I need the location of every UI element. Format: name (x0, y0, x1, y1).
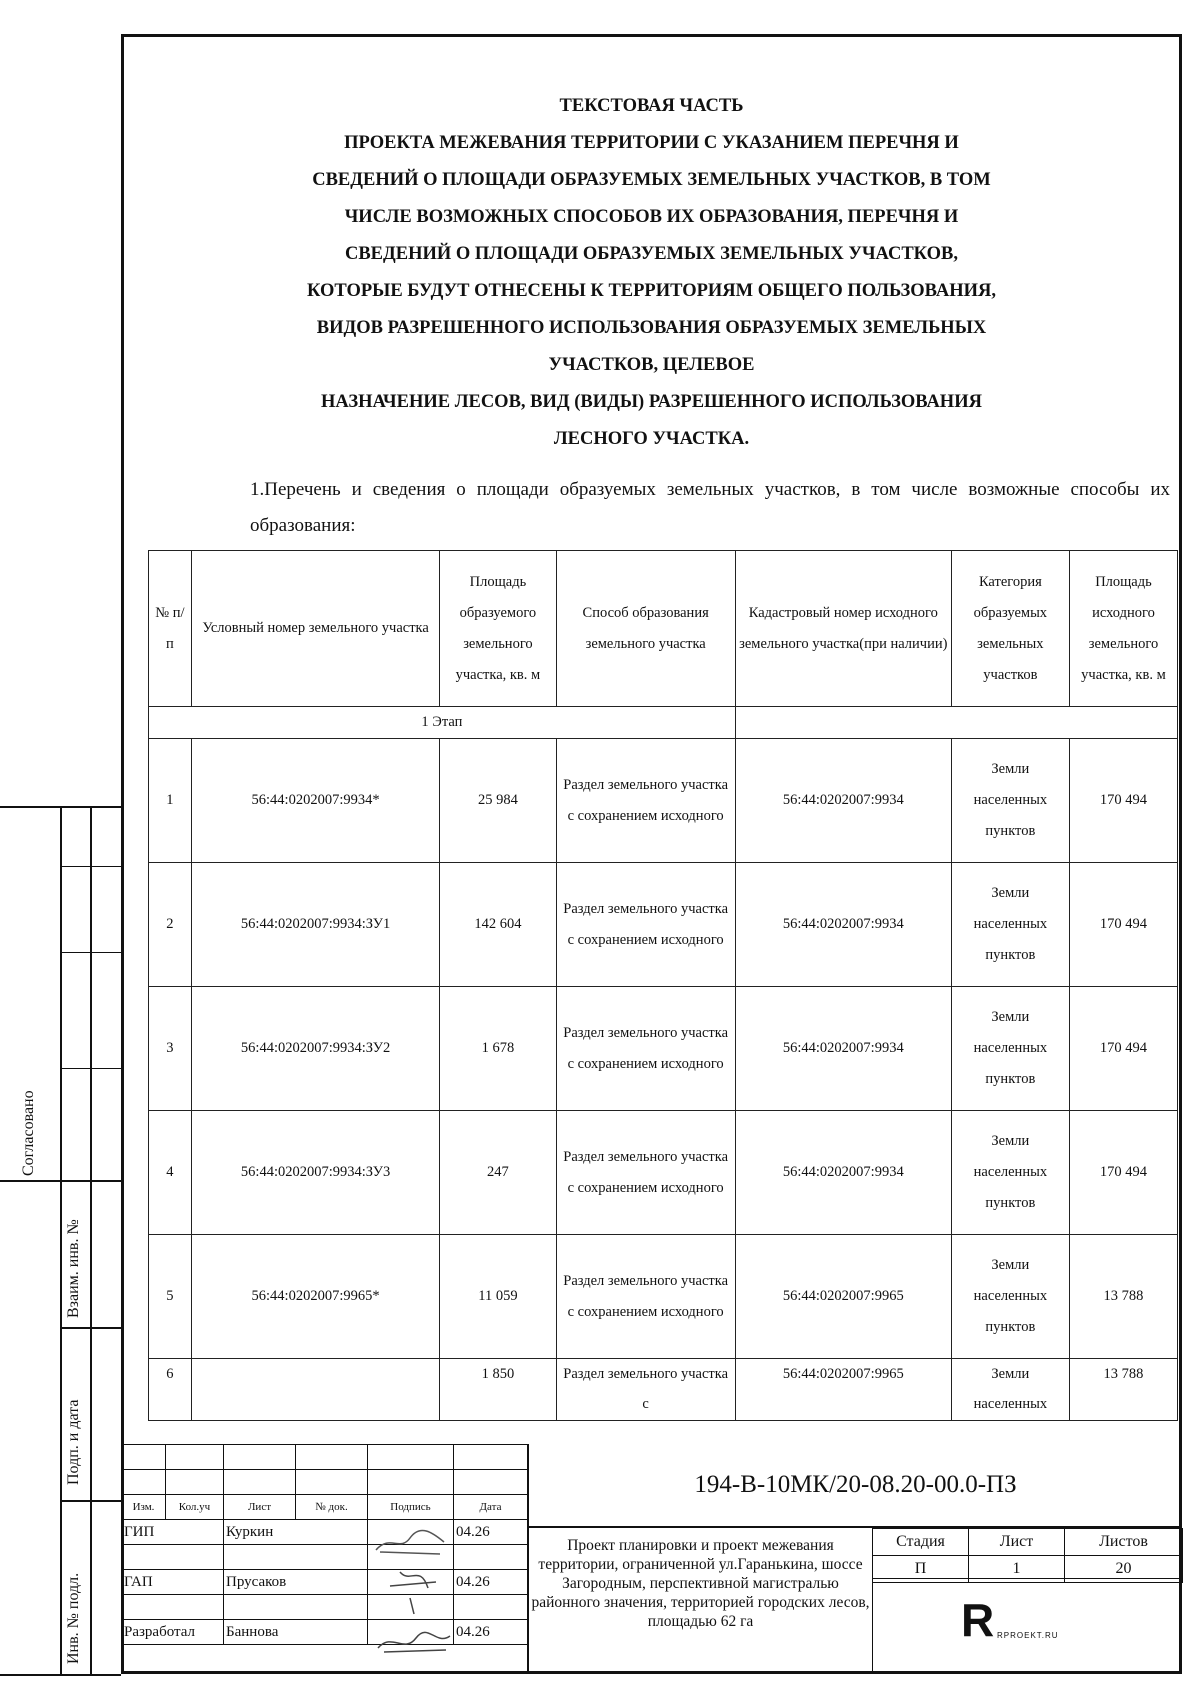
cell-method: Раздел земельного участка с сохранением исходного (556, 1235, 735, 1359)
cell-cond: 56:44:0202007:9965* (191, 1235, 440, 1359)
stamp-role: ГАП (122, 1570, 224, 1595)
logo-text: RPROEKT.RU (997, 1631, 1059, 1640)
cell-method: Раздел земельного участка с сохранением исходного (556, 987, 735, 1111)
stamp-name: Прусаков (224, 1570, 368, 1595)
cell-method: Раздел земельного участка с сохранением исходного (556, 739, 735, 863)
side-line (60, 1068, 121, 1069)
heading-line: ЛЕСНОГО УЧАСТКА. (553, 429, 750, 449)
side-line (60, 952, 121, 953)
stamp-col-kolvo: Кол.уч (166, 1495, 224, 1520)
stamp-col-date: Дата (454, 1495, 528, 1520)
sheets-label-cell: Листов (1065, 1529, 1183, 1556)
cell-source-area: 170 494 (1069, 739, 1177, 863)
cell-cadastral: 56:44:0202007:9934 (735, 739, 951, 863)
cell-category: Земли населенных пунктов (951, 1111, 1069, 1235)
cell-num: 6 (149, 1359, 192, 1421)
stamp-col-doc: № док. (296, 1495, 368, 1520)
heading-line: ПРОЕКТА МЕЖЕВАНИЯ ТЕРРИТОРИИ С УКАЗАНИЕМ ПЕРЕЧНЯ И (344, 133, 959, 153)
stamp-date: 04.26 (454, 1620, 528, 1645)
side-label-sign-date: Подп. и дата (65, 1399, 82, 1485)
sheet-value-cell: 1 (969, 1556, 1065, 1583)
stage-label: 1 Этап (149, 707, 736, 739)
cell-cadastral: 56:44:0202007:9934 (735, 863, 951, 987)
col-header-area: Площадь образуемого земельного участка, кв. м (440, 551, 556, 707)
cell-source-area: 13 788 (1069, 1359, 1177, 1421)
side-label-agreed: Согласовано (20, 1090, 37, 1176)
side-line (60, 866, 121, 867)
cell-source-area: 13 788 (1069, 1235, 1177, 1359)
col-header-cadastral: Кадастровый номер исходного земельного участка(при наличии) (735, 551, 951, 707)
col-header-cond: Условный номер земельного участка (191, 551, 440, 707)
table-row (149, 1359, 1178, 1421)
table-row (149, 739, 1178, 863)
cell-num: 2 (149, 863, 192, 987)
title-block-table (121, 1444, 528, 1645)
signature-scribbles (370, 1528, 458, 1674)
cell-method: Раздел земельного участка с (556, 1359, 735, 1421)
land-plots-table (148, 550, 1178, 1421)
heading-line: ЧИСЛЕ ВОЗМОЖНЫХ СПОСОБОВ ИХ ОБРАЗОВАНИЯ, ПЕРЕЧНЯ И (344, 207, 959, 227)
cell-cadastral: 56:44:0202007:9934 (735, 987, 951, 1111)
col-header-num: № п/п (149, 551, 192, 707)
stage-label-cell: Стадия (873, 1529, 969, 1556)
cell-area: 247 (440, 1111, 556, 1235)
col-header-category: Категория образуемых земельных участков (951, 551, 1069, 707)
cell-cond: 56:44:0202007:9934:ЗУ3 (191, 1111, 440, 1235)
project-title: Проект планировки и проект межевания территории, ограниченной ул.Гаранькина, шоссе Загородным, перспективной магистралью районного значения, территорией городских лесов, площадью 62 га (527, 1528, 872, 1674)
cell-area: 25 984 (440, 739, 556, 863)
document-heading (124, 88, 1179, 458)
heading-line: СВЕДЕНИЙ О ПЛОЩАДИ ОБРАЗУЕМЫХ ЗЕМЕЛЬНЫХ УЧАСТКОВ, В ТОМ (312, 170, 991, 190)
stamp-date: 04.26 (454, 1520, 528, 1545)
intro-paragraph: 1.Перечень и сведения о площади образуемых земельных участков, в том числе возможные способы их образования: (250, 479, 1170, 536)
cell-category: Земли населенных пунктов (951, 863, 1069, 987)
cell-cadastral: 56:44:0202007:9965 (735, 1359, 951, 1421)
cell-num: 1 (149, 739, 192, 863)
side-label-inv-vzam: Взаим. инв. № (65, 1219, 82, 1318)
table-row (149, 1235, 1178, 1359)
stamp-col-izm: Изм. (122, 1495, 166, 1520)
cell-num: 4 (149, 1111, 192, 1235)
sheet-label-cell: Лист (969, 1529, 1065, 1556)
side-line (60, 1327, 121, 1329)
side-line (0, 806, 121, 808)
cell-source-area: 170 494 (1069, 1111, 1177, 1235)
cell-area: 142 604 (440, 863, 556, 987)
cell-num: 5 (149, 1235, 192, 1359)
stage-sheet-table (872, 1528, 1183, 1583)
stage-empty (735, 707, 1177, 739)
heading-line: НАЗНАЧЕНИЕ ЛЕСОВ, ВИД (ВИДЫ) РАЗРЕШЕННОГО ИСПОЛЬЗОВАНИЯ (321, 392, 982, 412)
company-logo (872, 1578, 1182, 1674)
side-line (0, 1674, 121, 1676)
heading-line: СВЕДЕНИЙ О ПЛОЩАДИ ОБРАЗУЕМЫХ ЗЕМЕЛЬНЫХ УЧАСТКОВ, (344, 244, 958, 264)
cell-category: Земли населенных пунктов (951, 987, 1069, 1111)
heading-line: ВИДОВ РАЗРЕШЕННОГО ИСПОЛЬЗОВАНИЯ ОБРАЗУЕМЫХ ЗЕМЕЛЬНЫХ (316, 318, 987, 338)
stamp-name: Куркин (224, 1520, 368, 1545)
cell-area: 1 678 (440, 987, 556, 1111)
col-header-method: Способ образования земельного участка (556, 551, 735, 707)
sheets-value-cell: 20 (1065, 1556, 1183, 1583)
table-row (149, 863, 1178, 987)
cell-category: Земли населенных (951, 1359, 1069, 1421)
heading-line: ТЕКСТОВАЯ ЧАСТЬ (559, 96, 744, 116)
col-header-source-area: Площадь исходного земельного участка, кв. м (1069, 551, 1177, 707)
cell-area: 1 850 (440, 1359, 556, 1421)
stamp-col-list: Лист (224, 1495, 296, 1520)
cell-category: Земли населенных пунктов (951, 1235, 1069, 1359)
side-label-inv-podl: Инв. № подл. (65, 1572, 82, 1664)
cell-cond: 56:44:0202007:9934:ЗУ1 (191, 863, 440, 987)
cell-cond (191, 1359, 440, 1421)
cell-method: Раздел земельного участка с сохранением исходного (556, 1111, 735, 1235)
side-line (0, 1180, 121, 1182)
cell-method: Раздел земельного участка с сохранением исходного (556, 863, 735, 987)
cell-area: 11 059 (440, 1235, 556, 1359)
logo-letter: R (961, 1594, 995, 1646)
stage-value-cell: П (873, 1556, 969, 1583)
stamp-date: 04.26 (454, 1570, 528, 1595)
heading-line: КОТОРЫЕ БУДУТ ОТНЕСЕНЫ К ТЕРРИТОРИЯМ ОБЩЕГО ПОЛЬЗОВАНИЯ, (307, 281, 996, 301)
document-code: 194-В-10МК/20-08.20-00.0-ПЗ (527, 1444, 1182, 1528)
table-row (149, 1111, 1178, 1235)
stamp-role: Разработал (122, 1620, 224, 1645)
side-line (90, 806, 92, 1674)
stamp-col-sign: Подпись (368, 1495, 454, 1520)
cell-source-area: 170 494 (1069, 863, 1177, 987)
cell-num: 3 (149, 987, 192, 1111)
cell-cond: 56:44:0202007:9934* (191, 739, 440, 863)
stamp-name: Баннова (224, 1620, 368, 1645)
cell-category: Земли населенных пунктов (951, 739, 1069, 863)
side-line (60, 1500, 121, 1502)
heading-line: УЧАСТКОВ, ЦЕЛЕВОЕ (548, 355, 755, 375)
cell-cadastral: 56:44:0202007:9965 (735, 1235, 951, 1359)
cell-source-area: 170 494 (1069, 987, 1177, 1111)
cell-cond: 56:44:0202007:9934:ЗУ2 (191, 987, 440, 1111)
cell-cadastral: 56:44:0202007:9934 (735, 1111, 951, 1235)
table-row (149, 987, 1178, 1111)
side-line (60, 806, 62, 1674)
stamp-role: ГИП (122, 1520, 224, 1545)
